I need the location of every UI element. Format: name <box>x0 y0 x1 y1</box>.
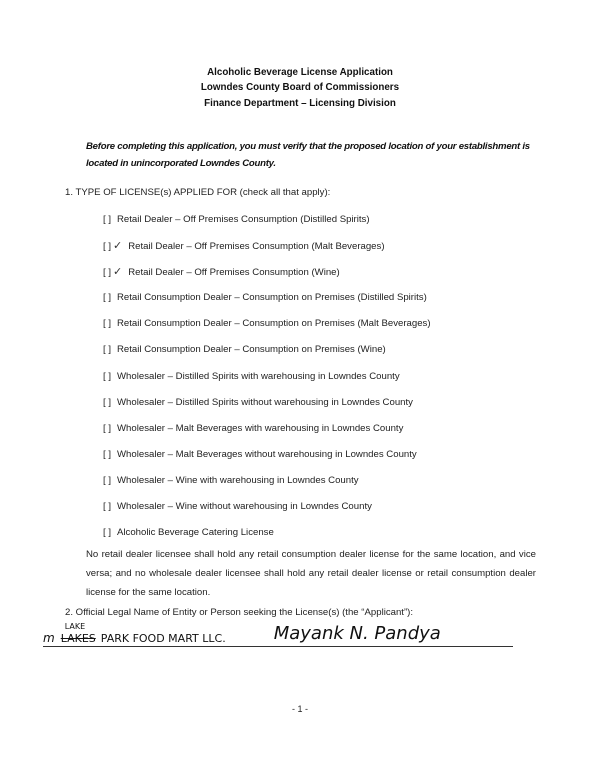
handwritten-correction-group <box>61 622 96 645</box>
license-options <box>103 214 545 553</box>
notice-line-1: Before completing this application, you must verify that the proposed location of your establishment is <box>86 141 530 152</box>
license-option[interactable] <box>103 371 545 397</box>
license-checkbox[interactable]: [ ] <box>103 344 111 356</box>
license-option[interactable] <box>103 475 545 501</box>
license-option[interactable] <box>103 344 545 370</box>
department: Finance Department – Licensing Division <box>204 98 396 109</box>
handwritten-correction: LAKE <box>64 622 86 632</box>
license-option-label: Wholesaler – Malt Beverages with warehousing in Lowndes County <box>117 422 404 434</box>
location-notice <box>86 138 586 172</box>
notice-line-2: located in unincorporated Lowndes County. <box>86 158 276 169</box>
license-option[interactable] <box>103 501 545 527</box>
restriction-note: No retail dealer licensee shall hold any retail consumption dealer license for the same location, and vice versa; and no wholesale dealer licensee shall hold any retail dealer license or retail consumption dealer license for the same location. <box>86 549 536 599</box>
license-checkbox[interactable]: [ ] <box>103 527 111 539</box>
license-option-label: Retail Dealer – Off Premises Consumption (Malt Beverages) <box>128 241 385 253</box>
license-checkbox[interactable]: [ ] <box>103 448 111 460</box>
license-option[interactable] <box>103 240 545 266</box>
license-option-label: Wholesaler – Malt Beverages without warehousing in Lowndes County <box>117 448 417 460</box>
form-title: Alcoholic Beverage License Application <box>207 67 393 78</box>
license-checkbox[interactable]: [ ] <box>103 474 111 486</box>
license-option-label: Wholesaler – Wine without warehousing in Lowndes County <box>117 501 372 513</box>
license-checkbox[interactable]: [ ] <box>103 318 111 330</box>
license-option[interactable] <box>103 449 545 475</box>
license-checkbox[interactable]: [ ] <box>103 396 111 408</box>
license-option-label: Retail Consumption Dealer – Consumption on Premises (Wine) <box>117 344 386 356</box>
license-option[interactable] <box>103 397 545 423</box>
section-2-heading: 2. Official Legal Name of Entity or Person seeking the License(s) (the “Applicant”): <box>65 607 414 619</box>
license-option-label: Retail Consumption Dealer – Consumption on Premises (Malt Beverages) <box>117 318 431 330</box>
license-checkbox[interactable]: [ ] <box>103 501 111 513</box>
section-1-heading: 1. TYPE OF LICENSE(s) APPLIED FOR (check all that apply): <box>65 187 331 198</box>
license-option[interactable] <box>103 318 545 344</box>
handwritten-scribble: m <box>43 631 55 646</box>
license-option-label: Wholesaler – Distilled Spirits without warehousing in Lowndes County <box>117 396 413 408</box>
form-body <box>43 186 545 647</box>
license-option-label: Retail Dealer – Off Premises Consumption (Distilled Spirits) <box>117 214 370 225</box>
license-option-label: Wholesaler – Wine with warehousing in Lowndes County <box>117 474 359 486</box>
license-option[interactable] <box>103 266 545 292</box>
license-option-label: Wholesaler – Distilled Spirits with warehousing in Lowndes County <box>117 370 400 382</box>
license-option[interactable] <box>103 292 545 318</box>
applicant-name-line[interactable] <box>43 622 513 647</box>
applicant-signature: Mayank N. Pandya <box>273 623 441 645</box>
applicant-name[interactable]: PARK FOOD MART LLC. <box>100 632 226 646</box>
license-option-label: Retail Consumption Dealer – Consumption on Premises (Distilled Spirits) <box>117 292 427 304</box>
license-checkbox[interactable]: [ ] <box>103 422 111 434</box>
license-checkbox[interactable]: [ ] <box>103 292 111 304</box>
license-option[interactable] <box>103 214 545 240</box>
check-mark-icon: ✓ <box>113 239 123 253</box>
license-checkbox[interactable]: [ ] <box>103 214 111 225</box>
license-checkbox[interactable]: [ ] <box>103 267 111 279</box>
license-option-label: Alcoholic Beverage Catering License <box>117 527 274 539</box>
license-option-label: Retail Dealer – Off Premises Consumption (Wine) <box>128 267 340 279</box>
license-option[interactable] <box>103 423 545 449</box>
license-checkbox[interactable]: [ ] <box>103 241 111 253</box>
handwritten-struck-word: LAKES <box>60 632 96 646</box>
license-checkbox[interactable]: [ ] <box>103 370 111 382</box>
county-board: Lowndes County Board of Commissioners <box>200 82 400 93</box>
check-mark-icon: ✓ <box>113 265 123 279</box>
page-number: - 1 - <box>291 704 308 714</box>
